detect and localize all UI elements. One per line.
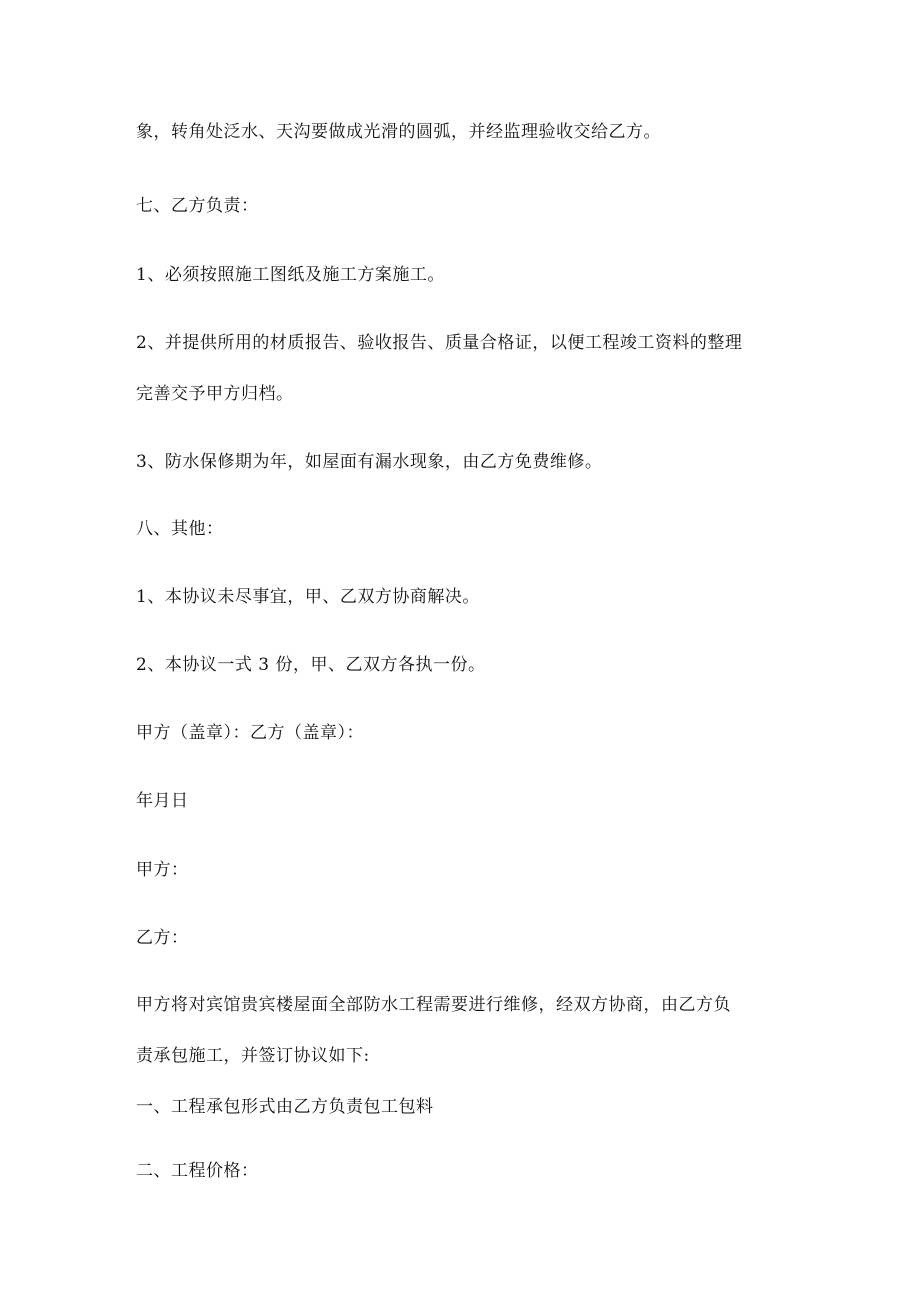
text-line: 1、本协议未尽事宜，甲、乙双方协商解决。 <box>136 587 480 607</box>
signature-line: 甲方（盖章）：乙方（盖章）： <box>136 723 364 743</box>
text-line: 2、并提供所用的材质报告、验收报告、质量合格证，以便工程竣工资料的整理 <box>136 333 743 353</box>
section-heading: 七、乙方负责： <box>136 196 259 216</box>
text-line: 3、防水保修期为年，如屋面有漏水现象，由乙方免费维修。 <box>136 452 603 472</box>
text-line: 2、本协议一式 3 份，甲、乙双方各执一份。 <box>136 655 486 675</box>
date-line: 年月日 <box>136 791 189 811</box>
section-heading: 八、其他： <box>136 519 224 539</box>
text-line: 1、必须按照施工图纸及施工方案施工。 <box>136 265 445 285</box>
text-line: 责承包施工，并签订协议如下: <box>136 1046 370 1066</box>
party-b-line: 乙方： <box>136 928 189 948</box>
text-line: 甲方将对宾馆贵宾楼屋面全部防水工程需要进行维修，经双方协商，由乙方负 <box>136 995 731 1015</box>
section-heading: 二、工程价格： <box>136 1161 259 1181</box>
text-line: 完善交予甲方归档。 <box>136 384 294 404</box>
text-line: 象，转角处泛水、天沟要做成光滑的圆弧，并经监理验收交给乙方。 <box>136 122 661 142</box>
section-heading: 一、工程承包形式由乙方负责包工包料 <box>136 1097 434 1117</box>
party-a-line: 甲方： <box>136 860 189 880</box>
